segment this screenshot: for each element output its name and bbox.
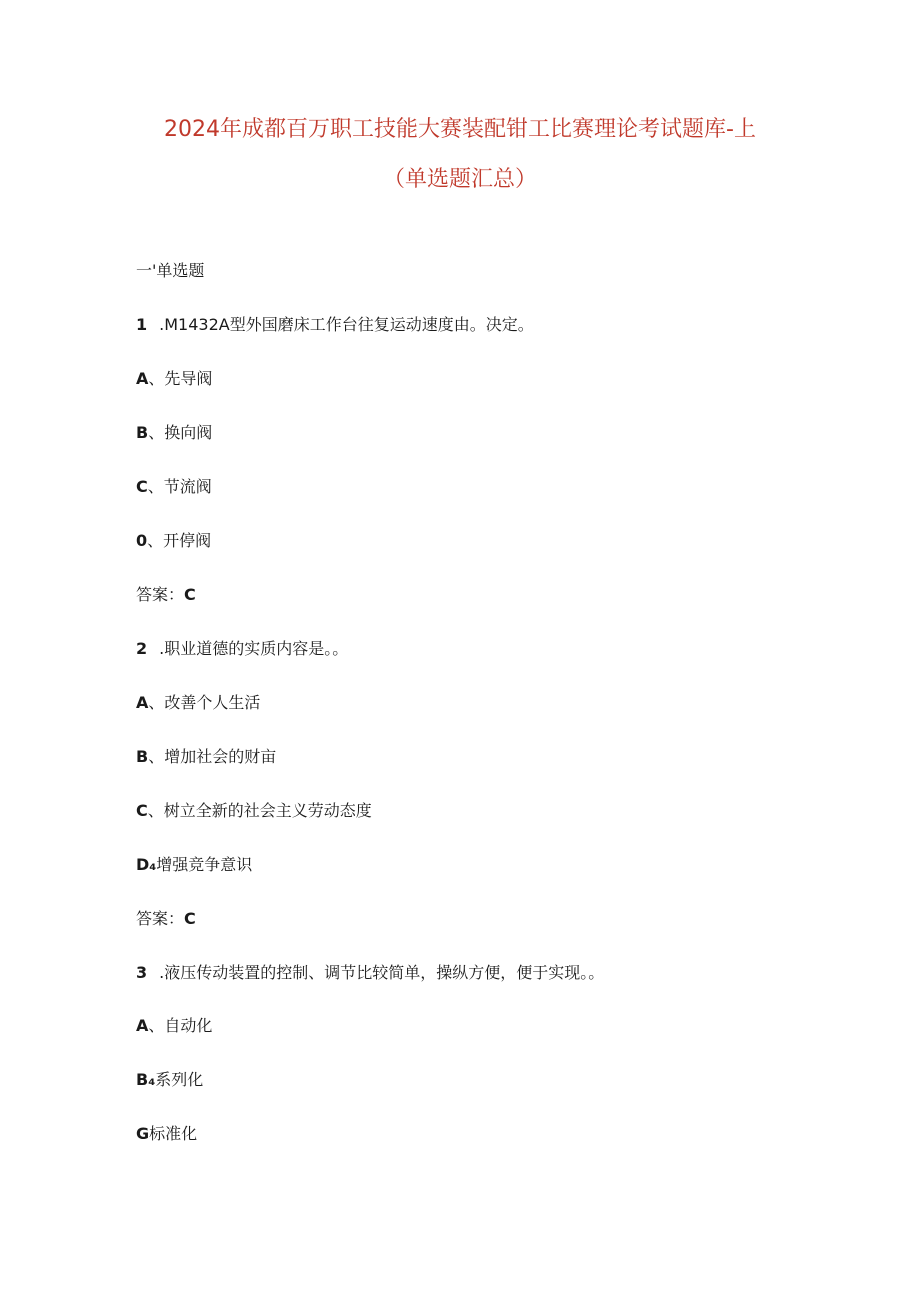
option-text: 自动化 bbox=[164, 1016, 213, 1035]
question-number: 1 bbox=[136, 315, 148, 334]
option-separator: 、 bbox=[147, 801, 164, 820]
question-text: .M1432A型外国磨床工作台往复运动速度由。决定。 bbox=[159, 315, 534, 334]
answer-value: C bbox=[184, 585, 196, 604]
option-label: G bbox=[136, 1124, 150, 1143]
question-text: .液压传动装置的控制、调节比较简单，操纵方便，便于实现。。 bbox=[159, 963, 605, 982]
option-text: 增加社会的财亩 bbox=[164, 747, 277, 766]
option-text: 树立全新的社会主义劳动态度 bbox=[163, 801, 372, 820]
option-separator: 、 bbox=[148, 747, 165, 766]
q1-option-c bbox=[136, 476, 212, 498]
option-label: A bbox=[136, 1016, 149, 1035]
option-label: C bbox=[136, 477, 148, 496]
option-label: B₄ bbox=[136, 1070, 156, 1089]
answer-label: 答案： bbox=[136, 585, 185, 604]
q2-answer bbox=[136, 908, 196, 930]
option-label: A bbox=[136, 693, 149, 712]
option-text: 系列化 bbox=[155, 1070, 204, 1089]
option-text: 标准化 bbox=[149, 1124, 198, 1143]
option-label: 0 bbox=[136, 531, 148, 550]
document-title-line2: （单选题汇总） bbox=[382, 167, 537, 192]
option-text: 开停阀 bbox=[163, 531, 212, 550]
document-title-line1: 2024年成都百万职工技能大赛装配钳工比赛理论考试题库-上 bbox=[164, 117, 756, 142]
q1-option-d bbox=[136, 530, 211, 552]
option-separator: 、 bbox=[147, 477, 164, 496]
q1-answer bbox=[136, 584, 196, 606]
q3-option-b bbox=[136, 1069, 203, 1091]
question-2 bbox=[136, 638, 348, 660]
question-text: .职业道德的实质内容是。。 bbox=[159, 639, 349, 658]
option-separator: 、 bbox=[148, 1016, 165, 1035]
question-number: 2 bbox=[136, 639, 148, 658]
option-text: 先导阀 bbox=[164, 369, 213, 388]
option-label: B bbox=[136, 747, 149, 766]
q2-option-b bbox=[136, 746, 276, 768]
answer-value: C bbox=[184, 909, 196, 928]
question-1 bbox=[136, 314, 534, 336]
option-text: 节流阀 bbox=[163, 477, 212, 496]
q2-option-d bbox=[136, 854, 252, 876]
section-heading: 一'单选题 bbox=[136, 261, 205, 280]
option-label: C bbox=[136, 801, 148, 820]
q1-option-b bbox=[136, 422, 212, 444]
option-text: 改善个人生活 bbox=[164, 693, 261, 712]
answer-label: 答案： bbox=[136, 909, 185, 928]
option-label: A bbox=[136, 369, 149, 388]
option-text: 增强竞争意识 bbox=[156, 855, 253, 874]
option-text: 换向阀 bbox=[164, 423, 213, 442]
option-separator: 、 bbox=[148, 369, 165, 388]
option-separator: 、 bbox=[148, 423, 165, 442]
option-label: D₄ bbox=[136, 855, 157, 874]
q2-option-c bbox=[136, 800, 372, 822]
q3-option-a bbox=[136, 1015, 212, 1037]
q1-option-a bbox=[136, 368, 212, 390]
q3-option-c bbox=[136, 1123, 197, 1145]
question-3 bbox=[136, 962, 604, 984]
q2-option-a bbox=[136, 692, 260, 714]
option-separator: 、 bbox=[148, 693, 165, 712]
option-label: B bbox=[136, 423, 149, 442]
option-separator: 、 bbox=[147, 531, 164, 550]
question-number: 3 bbox=[136, 963, 148, 982]
